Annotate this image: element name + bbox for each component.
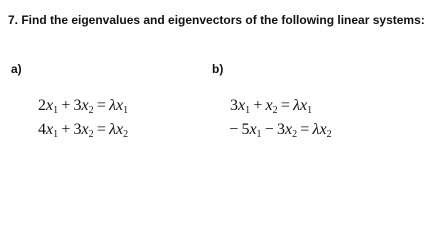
equation-a2: $4x_1 + 3x_2 = \lambda x_2$: [38, 121, 129, 140]
equation-b2: − $5x_1 - 3x_2 = \lambda x_2$: [226, 121, 332, 140]
part-a-label: a): [11, 62, 22, 76]
question-text: 7. Find the eigenvalues and eigenvectors of the following linear systems:: [8, 13, 425, 27]
part-b-label: b): [212, 62, 224, 76]
equation-b1: $3x_1 + x_2 = \lambda x_1$: [230, 97, 313, 116]
equation-a1: $2x_1 + 3x_2 = \lambda x_1$: [38, 97, 129, 116]
